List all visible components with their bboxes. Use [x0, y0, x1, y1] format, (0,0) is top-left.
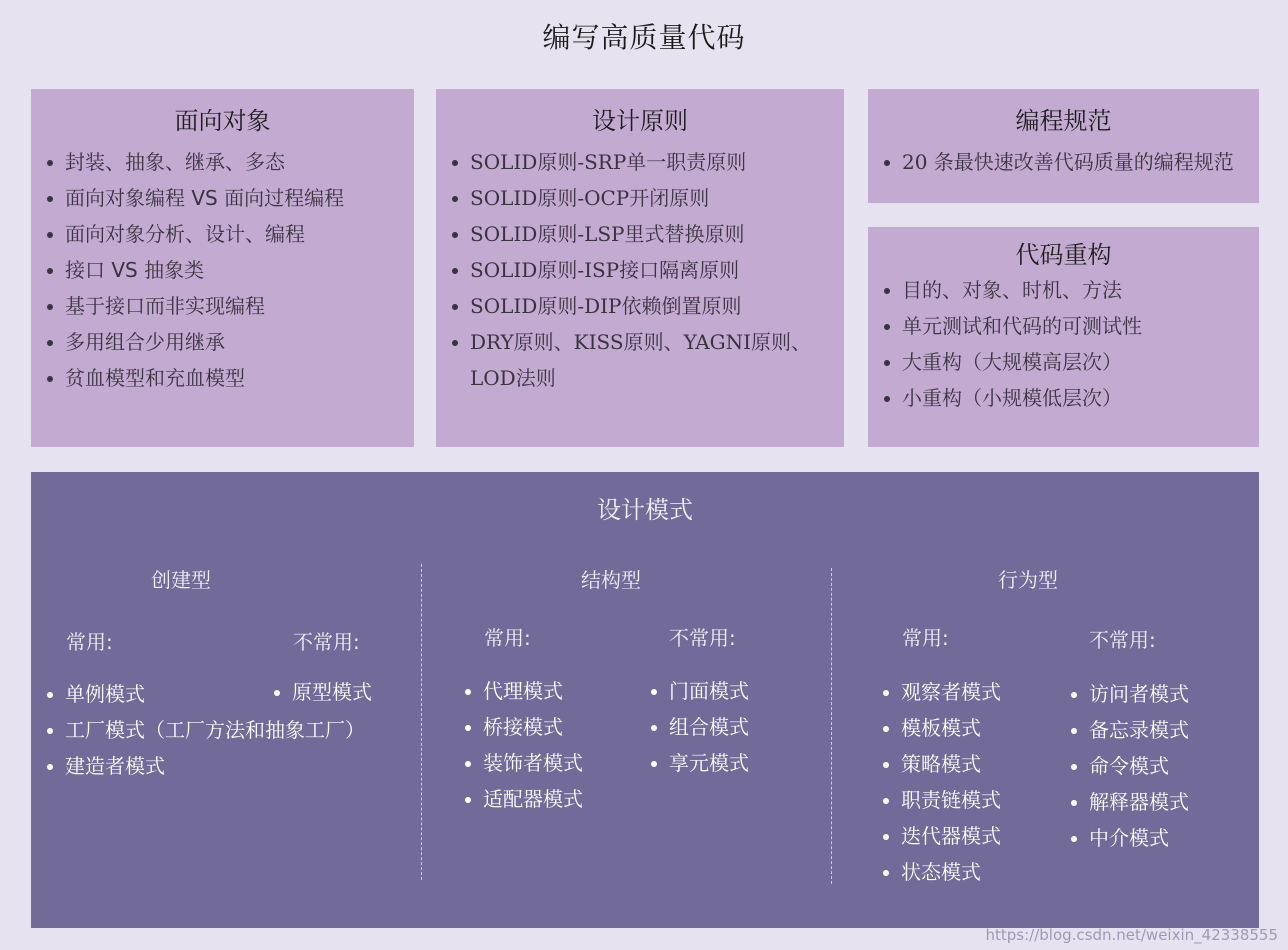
list-item: 大重构（大规模高层次）: [868, 344, 1259, 380]
divider: [831, 568, 832, 884]
conventions-box: [868, 89, 1259, 203]
structural-uncommon-list: [635, 673, 749, 781]
list-item: 备忘录模式: [1055, 712, 1189, 748]
refactoring-list: [868, 272, 1259, 416]
watermark: https://blog.csdn.net/weixin_42338555: [985, 926, 1278, 944]
principles-box: [436, 89, 844, 447]
list-item: 享元模式: [635, 745, 749, 781]
list-item: 迭代器模式: [867, 818, 1001, 854]
divider: [421, 564, 422, 880]
conventions-list: [868, 144, 1259, 180]
refactoring-box: [868, 227, 1259, 447]
list-item: 观察者模式: [867, 674, 1001, 710]
list-item: 面向对象分析、设计、编程: [31, 216, 414, 252]
list-item: 策略模式: [867, 746, 1001, 782]
list-item: 命令模式: [1055, 748, 1189, 784]
design-patterns-title: 设计模式: [597, 496, 693, 524]
structural-common-label: 常用:: [484, 626, 531, 650]
list-item: 中介模式: [1055, 820, 1189, 856]
creational-title: 创建型: [151, 568, 211, 592]
list-item: 小重构（小规模低层次）: [868, 380, 1259, 416]
list-item: 门面模式: [635, 673, 749, 709]
structural-title: 结构型: [581, 568, 641, 592]
list-item: 访问者模式: [1055, 676, 1189, 712]
list-item: 桥接模式: [449, 709, 583, 745]
list-item: 接口 VS 抽象类: [31, 252, 414, 288]
list-item: 装饰者模式: [449, 745, 583, 781]
refactoring-title: 代码重构: [1015, 241, 1112, 269]
design-patterns-panel: [31, 472, 1259, 928]
list-item: 职责链模式: [867, 782, 1001, 818]
oop-list: [31, 144, 414, 396]
list-item: 面向对象编程 VS 面向过程编程: [31, 180, 414, 216]
creational-common-label: 常用:: [66, 630, 113, 654]
list-item: 解释器模式: [1055, 784, 1189, 820]
oop-box: [31, 89, 414, 447]
behavioral-common-label: 常用:: [902, 626, 949, 650]
list-item: 代理模式: [449, 673, 583, 709]
behavioral-common-list: [867, 674, 1001, 890]
list-item: 工厂模式（工厂方法和抽象工厂）: [31, 712, 365, 748]
list-item: 单例模式: [31, 676, 365, 712]
behavioral-uncommon-label: 不常用:: [1089, 628, 1156, 652]
list-item: 基于接口而非实现编程: [31, 288, 414, 324]
list-item: 贫血模型和充血模型: [31, 360, 414, 396]
creational-uncommon-list: [258, 674, 372, 710]
structural-common-list: [449, 673, 583, 817]
conventions-title: 编程规范: [1015, 107, 1112, 135]
oop-title: 面向对象: [174, 107, 271, 135]
list-item: SOLID原则-ISP接口隔离原则: [436, 252, 822, 288]
list-item: 建造者模式: [31, 748, 365, 784]
principles-list: [436, 144, 844, 396]
principles-title: 设计原则: [592, 107, 688, 135]
list-item: SOLID原则-DIP依赖倒置原则: [436, 288, 822, 324]
list-item: 适配器模式: [449, 781, 583, 817]
list-item: SOLID原则-LSP里式替换原则: [436, 216, 822, 252]
list-item: 状态模式: [867, 854, 1001, 890]
list-item: DRY原则、KISS原则、YAGNI原则、LOD法则: [436, 324, 822, 396]
list-item: 单元测试和代码的可测试性: [868, 308, 1259, 344]
page-title: 编写高质量代码: [542, 21, 746, 54]
list-item: 多用组合少用继承: [31, 324, 414, 360]
list-item: 组合模式: [635, 709, 749, 745]
list-item: 目的、对象、时机、方法: [868, 272, 1259, 308]
structural-uncommon-label: 不常用:: [669, 626, 736, 650]
creational-uncommon-label: 不常用:: [293, 630, 360, 654]
list-item: SOLID原则-SRP单一职责原则: [436, 144, 822, 180]
behavioral-uncommon-list: [1055, 676, 1189, 856]
list-item: 模板模式: [867, 710, 1001, 746]
list-item: SOLID原则-OCP开闭原则: [436, 180, 822, 216]
behavioral-title: 行为型: [998, 568, 1058, 592]
list-item: 封装、抽象、继承、多态: [31, 144, 414, 180]
list-item: 20 条最快速改善代码质量的编程规范: [868, 144, 1259, 180]
list-item: 原型模式: [258, 674, 372, 710]
